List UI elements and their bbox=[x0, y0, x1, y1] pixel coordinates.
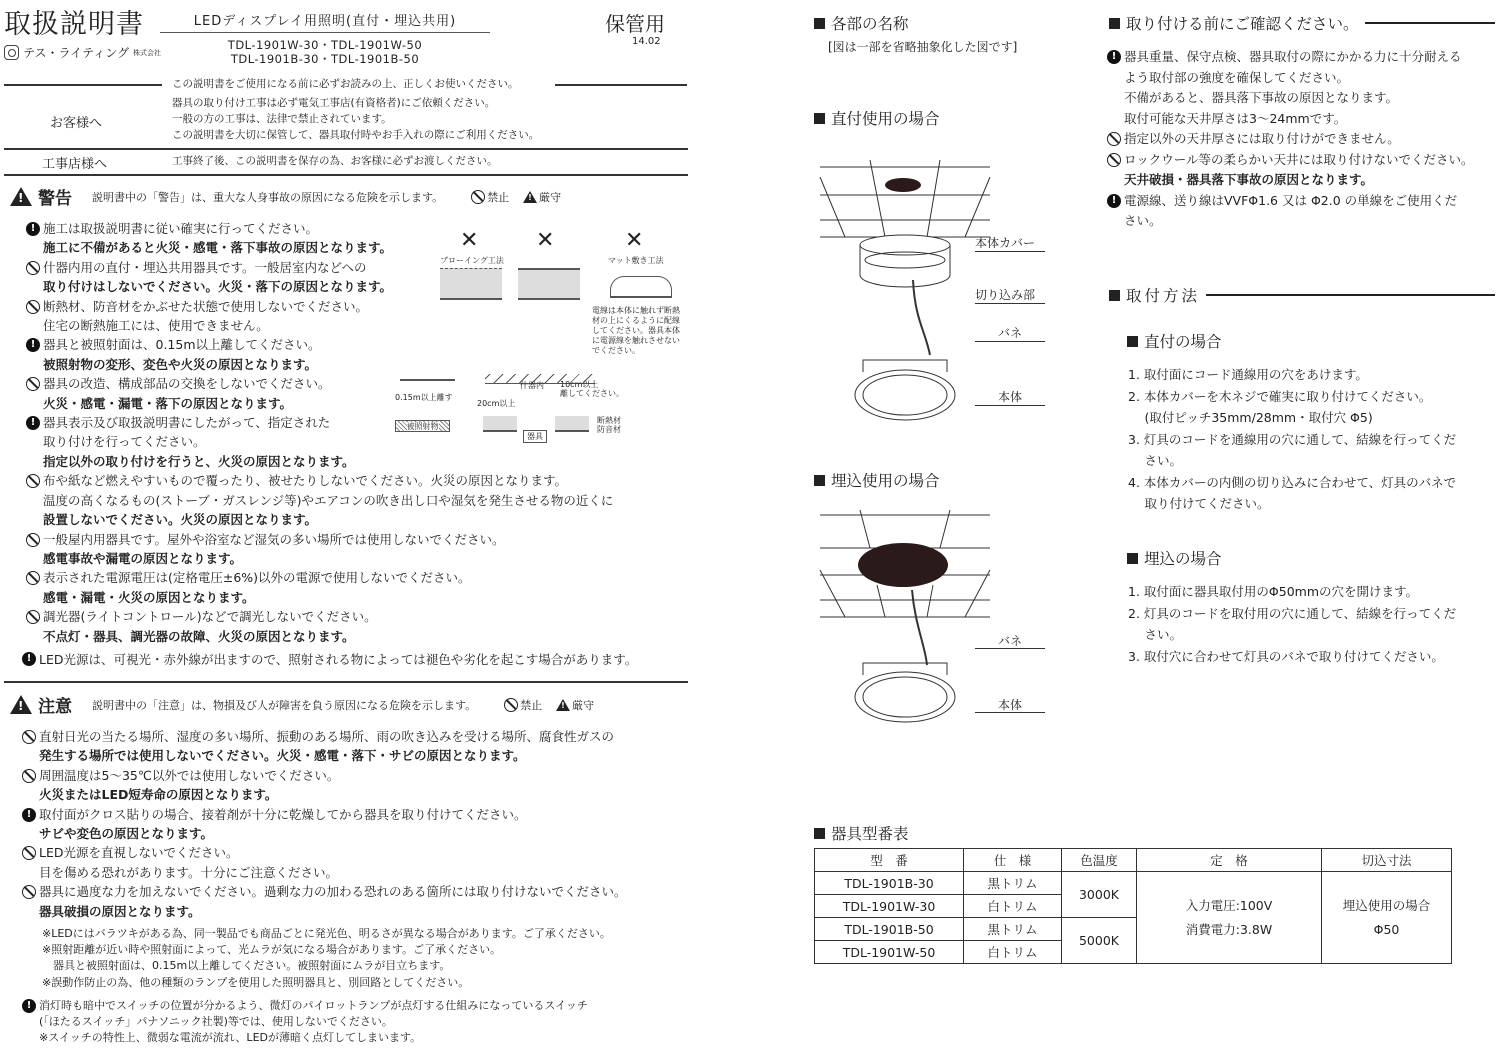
item-line: 感電事故や漏電の原因となります。 bbox=[43, 550, 243, 566]
before-install-list bbox=[1107, 47, 1474, 232]
item-line: 器具に過度な力を加えないでください。過剰な力の加わる恐れのある箇所には取り付けないでください。 bbox=[39, 884, 627, 900]
list-item bbox=[26, 471, 613, 529]
recessed-install-heading: 埋込の場合 bbox=[1127, 547, 1222, 569]
square-bullet-icon bbox=[1127, 336, 1138, 347]
item-line: 器具重量、保守点検、器具取付の際にかかる力に十分耐える bbox=[1124, 49, 1462, 64]
prohibit-icon bbox=[22, 885, 36, 899]
divider bbox=[4, 148, 688, 150]
item-line: 器具の改造、構成部品の交換をしないでください。 bbox=[43, 376, 331, 392]
label-body: 本体 bbox=[998, 698, 1023, 712]
exclamation-icon: ! bbox=[26, 338, 40, 352]
exclamation-icon: ! bbox=[22, 652, 36, 666]
warning-header bbox=[10, 184, 561, 209]
recessed-mount-diagram bbox=[815, 505, 995, 725]
square-bullet-icon bbox=[1109, 18, 1120, 29]
keep-label: 保管用 bbox=[605, 12, 665, 36]
item-line: 一般屋内用器具です。屋外や浴室など湿気の多い場所では使用しないでください。 bbox=[43, 531, 505, 547]
label-notch: 切り込み部 bbox=[975, 288, 1036, 302]
table-row: TDL-1901W-30 白トリム bbox=[815, 895, 1452, 918]
item-line: 指定以外の取り付けを行うと、火災の原因となります。 bbox=[43, 453, 355, 469]
caution-header bbox=[10, 692, 594, 717]
item-line: 器具破損の原因となります。 bbox=[39, 903, 201, 919]
recessed-steps: 1. 取付面に器具取付用のΦ50mmの穴を開けます。 2. 灯具のコードを取付用の穴に通して、結線を行ってくだ さい。 3. 取付穴に合わせて灯具のバネで取り付けてください。 bbox=[1128, 584, 1457, 664]
item-line: 取付可能な天井厚さは3〜24mmです。 bbox=[1124, 110, 1347, 126]
prohibit-icon bbox=[26, 261, 40, 275]
prohibit-icon bbox=[471, 190, 485, 204]
prohibit-icon bbox=[504, 698, 518, 712]
x-mark-icon: ✕ bbox=[536, 228, 555, 253]
prohibit-icon bbox=[26, 474, 40, 488]
company-name: テス・ライティング bbox=[23, 46, 129, 60]
caution-notes: ※LEDにはバラツキがある為、同一製品でも商品ごとに発光色、明るさが異なる場合があります。ご了承ください。 ※照射距離が近い時や照射面によって、光ムラが気になる場合があります。ご了承ください。 器具と被照射面は、0.15m以上離してください。被照射面にムラが目立ちます。 ※誤動作防止の為、他の種類のランプを使用した照明器具と、別回路としてください。 bbox=[42, 927, 611, 989]
divider bbox=[4, 174, 688, 176]
surface-heading: 直付使用の場合 bbox=[814, 107, 940, 129]
exclamation-icon: ! bbox=[22, 999, 36, 1013]
item-line: 温度の高くなるもの(ストーブ・ガスレンジ等)やエアコンの吹き出し口や湿気を発生させる物の近くに bbox=[43, 492, 614, 508]
product-name: LEDディスプレイ用照明(直付・埋込共用) bbox=[160, 10, 490, 33]
icon-legend: 禁止 ! 厳守 bbox=[471, 189, 561, 205]
list-item bbox=[26, 568, 613, 607]
distance-diagrams: 0.15m以上離す 被照射物 什器内 10cm以上 離してください。 20cm以上 器具 断熱材 防音材 bbox=[395, 368, 625, 448]
list-item bbox=[22, 843, 627, 882]
warning-triangle-icon bbox=[10, 187, 32, 206]
table-row: TDL-1901W-50 白トリム bbox=[815, 941, 1452, 964]
list-item bbox=[1107, 129, 1474, 150]
table-row: TDL-1901B-30 黒トリム 3000K 入力電圧:100V 消費電力:3.8W 埋込使用の場合 Φ50 bbox=[815, 872, 1452, 895]
recessed-heading: 埋込使用の場合 bbox=[814, 469, 940, 491]
prohibit-icon bbox=[22, 769, 36, 783]
models-line: TDL-1901B-30・TDL-1901B-50 bbox=[230, 52, 420, 66]
list-item bbox=[22, 805, 627, 844]
item-line: 被照射物の変形、変色や火災の原因となります。 bbox=[43, 356, 318, 372]
blowing-diagram bbox=[440, 268, 502, 300]
square-bullet-icon bbox=[814, 113, 825, 124]
list-item bbox=[1107, 47, 1474, 129]
square-bullet-icon bbox=[814, 475, 825, 486]
list-item bbox=[1107, 150, 1474, 191]
item-line: ロックウール等の柔らかい天井には取り付けないでください。 bbox=[1124, 151, 1474, 167]
led-note: ! LED光源は、可視光・赤外線が出ますので、照射される物によっては褪色や劣化を起こす場合があります。 bbox=[22, 650, 637, 668]
square-bullet-icon bbox=[814, 828, 825, 839]
exclamation-icon: ! bbox=[1107, 194, 1121, 208]
prohibit-icon bbox=[1107, 132, 1121, 146]
warning-triangle-icon bbox=[556, 699, 570, 711]
divider bbox=[555, 84, 687, 86]
box-diagram bbox=[518, 268, 580, 300]
label-spring: バネ bbox=[998, 326, 1023, 340]
item-line: 発生する場所では使用しないでください。火災・感電・落下・サビの原因となります。 bbox=[39, 748, 526, 764]
item-line: 目を傷める恐れがあります。十分にご注意ください。 bbox=[39, 864, 339, 880]
x-mark-icon: ✕ bbox=[625, 228, 644, 253]
company-logo bbox=[4, 44, 161, 61]
contractor-label: 工事店様へ bbox=[42, 157, 108, 172]
item-line: 不点灯・器具、調光器の故障、火災の原因となります。 bbox=[43, 628, 355, 644]
x-mark-icon: ✕ bbox=[460, 228, 479, 253]
prohibit-icon bbox=[26, 533, 40, 547]
item-line: 電源線、送り線はVVFΦ1.6 又は Φ2.0 の単線をご使用くだ bbox=[1124, 192, 1458, 208]
item-line: 断熱材、防音材をかぶせた状態で使用しないでください。 bbox=[43, 298, 369, 314]
item-line: 施工は取扱説明書に従い確実に行ってください。 bbox=[43, 221, 319, 236]
before-install-heading: 取り付ける前にご確認ください。 bbox=[1109, 12, 1495, 34]
surface-mount-diagram bbox=[815, 150, 995, 430]
exclamation-icon: ! bbox=[22, 808, 36, 822]
parts-subtitle: [図は一部を省略抽象化した図です] bbox=[828, 40, 1018, 54]
spec-table bbox=[814, 848, 1452, 964]
prohibit-icon bbox=[1107, 153, 1121, 167]
exclamation-icon: ! bbox=[1107, 50, 1121, 64]
item-line: LED光源を直視しないでください。 bbox=[39, 845, 239, 861]
switch-note: ! 消灯時も暗中でスイッチの位置が分かるよう、微灯のパイロットランプが点灯する仕組みになっているスイッチ (「ほたるスイッチ」パナソニック社製)等では、使用しないでください。 ※スイッチの特性上、微弱な電流が流れ、LEDが薄暗く点灯してしまいます。 bbox=[22, 998, 588, 1047]
mat-diagram bbox=[610, 276, 672, 298]
caution-title: 注意 bbox=[38, 697, 72, 717]
table-header-row: 型 番 仕 様 色温度 定 格 切込寸法 bbox=[815, 849, 1452, 872]
warning-triangle-icon bbox=[523, 191, 537, 203]
models-line: TDL-1901W-30・TDL-1901W-50 bbox=[227, 38, 423, 52]
prohibit-icon bbox=[22, 730, 36, 744]
item-line: 火災・感電・漏電・落下の原因となります。 bbox=[43, 395, 293, 411]
item-line: 指定以外の天井厚さには取り付けができません。 bbox=[1124, 131, 1400, 146]
customer-label: お客様へ bbox=[50, 116, 103, 131]
item-line: 器具と被照射面は、0.15m以上離してください。 bbox=[43, 337, 321, 353]
divider bbox=[4, 681, 688, 683]
label-cover: 本体カバー bbox=[975, 236, 1036, 250]
caution-list bbox=[22, 727, 627, 921]
item-line: 不備があると、器具落下事故の原因となります。 bbox=[1124, 90, 1399, 105]
blowing-label: ブローイング工法 bbox=[440, 256, 504, 265]
list-item bbox=[22, 882, 627, 921]
list-item bbox=[26, 530, 613, 569]
prohibit-icon bbox=[22, 846, 36, 860]
item-line: 器具表示及び取扱説明書にしたがって、指定された bbox=[43, 415, 331, 431]
icon-legend: 禁止 ! 厳守 bbox=[504, 697, 594, 713]
label-spring: バネ bbox=[998, 634, 1023, 648]
item-line: 住宅の断熱施工には、使用できません。 bbox=[43, 318, 269, 334]
item-line: 取り付けはしないでください。火災・落下の原因となります。 bbox=[43, 279, 393, 295]
square-bullet-icon bbox=[1109, 290, 1120, 301]
item-line: 施工に不備があると火災・感電・落下事故の原因となります。 bbox=[43, 240, 393, 256]
warning-desc: 説明書中の「警告」は、重大な人身事故の原因になる危険を示します。 bbox=[92, 190, 444, 204]
customer-text: 器具の取り付け工事は必ず電気工事店(有資格者)にご依頼ください。 一般の方の工事は、法律で禁止されています。 この説明書を大切に保管して、器具取付時やお手入れの際にご利用ください。 bbox=[172, 97, 540, 141]
company-suffix: 株式会社 bbox=[132, 48, 161, 57]
company-logo-icon bbox=[4, 45, 19, 60]
exclamation-icon: ! bbox=[26, 416, 40, 430]
item-line: サビや変色の原因となります。 bbox=[39, 826, 214, 842]
revision-date: 14.02 bbox=[632, 36, 661, 47]
fixture-diagram bbox=[400, 373, 455, 381]
table-row: TDL-1901B-50 黒トリム 5000K bbox=[815, 918, 1452, 941]
item-line: 設置しないでください。火災の原因となります。 bbox=[43, 512, 318, 528]
item-line: 調光器(ライトコントロール)などで調光しないでください。 bbox=[43, 609, 377, 625]
warning-title: 警告 bbox=[38, 189, 72, 209]
divider bbox=[4, 84, 162, 86]
label-body: 本体 bbox=[998, 390, 1023, 404]
mat-note: 電線は本体に触れず断熱 材の上にくるように配線 してください。器具本体 に電源線を触れさせない でください。 bbox=[592, 306, 680, 355]
parts-heading: 各部の名称 bbox=[814, 12, 909, 34]
prohibit-icon bbox=[26, 610, 40, 624]
item-line: 天井破損・器具落下事故の原因となります。 bbox=[1124, 172, 1374, 187]
exclamation-icon: ! bbox=[26, 222, 40, 236]
prohibit-icon bbox=[26, 377, 40, 391]
item-line: 感電・漏電・火災の原因となります。 bbox=[43, 589, 255, 605]
item-line: 取り付けを行ってください。 bbox=[43, 434, 206, 450]
model-list bbox=[160, 38, 490, 66]
item-line: 取付面がクロス貼りの場合、接着剤が十分に乾燥してから器具を取り付けてください。 bbox=[39, 806, 527, 822]
surface-steps: 1. 取付面にコード通線用の穴をあけます。 2. 本体カバーを木ネジで確実に取り付けてください。 (取付ピッチ35mm/28mm・取付穴 Φ5) 3. 灯具のコードを通線用の穴に通して、結線を行ってくだ さい。 4. 本体カバーの内側の切り込みに合わせて、灯具のバネで 取り付けてください。 bbox=[1128, 367, 1457, 511]
warning-triangle-icon bbox=[10, 695, 32, 714]
square-bullet-icon bbox=[814, 18, 825, 29]
list-item bbox=[22, 727, 627, 766]
caution-desc: 説明書中の「注意」は、物損及び人が障害を負う原因になる危険を示します。 bbox=[92, 698, 477, 712]
prohibit-icon bbox=[26, 300, 40, 314]
target-label: 被照射物 bbox=[395, 420, 450, 432]
square-bullet-icon bbox=[1127, 553, 1138, 564]
item-line: よう取付部の強度を確保してください。 bbox=[1124, 69, 1350, 85]
install-heading: 取付方法 bbox=[1109, 284, 1495, 306]
intro-lead: この説明書をご使用になる前に必ずお読みの上、正しくお使いください。 bbox=[172, 78, 519, 90]
spec-table-heading: 器具型番表 bbox=[814, 822, 909, 844]
list-item bbox=[1107, 191, 1474, 232]
item-line: 火災またはLED短寿命の原因となります。 bbox=[39, 787, 278, 803]
item-line: 表示された電源電圧は(定格電圧±6%)以外の電源で使用しないでください。 bbox=[43, 570, 471, 586]
list-item bbox=[26, 607, 613, 646]
item-line: さい。 bbox=[1124, 213, 1162, 228]
document-title: 取扱説明書 bbox=[4, 9, 144, 40]
insulation-diagrams bbox=[440, 228, 690, 358]
contractor-text: 工事終了後、この説明書を保存の為、お客様に必ずお渡しください。 bbox=[172, 155, 498, 167]
distance-label: 0.15m以上離す bbox=[395, 393, 453, 402]
mat-label: マット敷き工法 bbox=[608, 256, 664, 265]
prohibit-icon bbox=[26, 571, 40, 585]
item-line: 周囲温度は5〜35℃以外では使用しないでください。 bbox=[39, 767, 340, 783]
surface-install-heading: 直付の場合 bbox=[1127, 330, 1222, 352]
item-line: 直射日光の当たる場所、湿度の多い場所、振動のある場所、雨の吹き込みを受ける場所、腐食性ガスの bbox=[39, 729, 615, 744]
item-line: 布や紙など燃えやすいもので覆ったり、被せたりしないでください。火災の原因となります。 bbox=[43, 473, 568, 489]
item-line: 什器内用の直付・埋込共用器具です。一般居室内などへの bbox=[43, 259, 367, 275]
list-item bbox=[22, 766, 627, 805]
